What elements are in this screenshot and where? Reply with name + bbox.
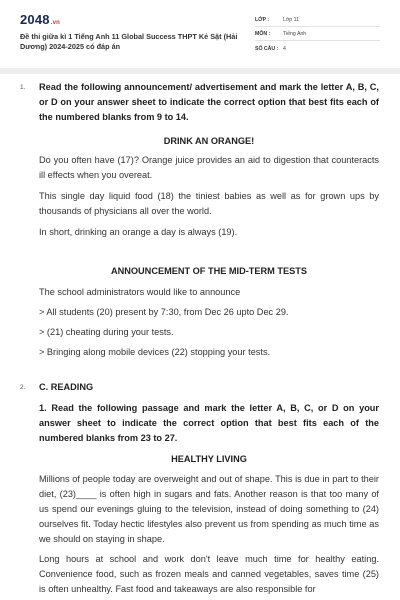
question-instruction: 1. Read the following passage and mark the letter A, B, C, or D on your answer sheet to indicate the correct option that best fits each of the numbered blanks from 23 to 27. (39, 403, 379, 443)
announcement-item: > All students (20) present by 7:30, from Dec 26 upto Dec 29. (39, 307, 289, 317)
logo-text: 2048 (20, 12, 50, 27)
class-value: Lớp 11 (283, 17, 299, 23)
ad-paragraph: In short, drinking an orange a day is always (19). (39, 227, 238, 237)
count-value: 4 (283, 46, 286, 52)
class-label: LỚP : (255, 17, 270, 23)
announcement-intro: The school administrators would like to announce (39, 287, 241, 297)
announcement-title: ANNOUNCEMENT OF THE MID-TERM TESTS (111, 266, 307, 276)
logo-suffix: .vn (50, 20, 61, 26)
exam-title: Đề thi giữa kì 1 Tiếng Anh 11 Global Success THPT Kẻ Sặt (Hải Dương) 2024-2025 có đáp án (20, 32, 238, 51)
header-divider (0, 68, 400, 74)
ad-paragraph: This single day liquid food (18) the tiniest babies as well as for grown ups by thousands of physicians all over the world. (39, 191, 379, 216)
question-number: 2. (20, 384, 26, 391)
section-heading: C. READING (39, 382, 94, 392)
subject-value: Tiếng Anh (283, 31, 307, 37)
ad-title: DRINK AN ORANGE! (163, 136, 255, 146)
count-label: SỐ CÂU : (255, 46, 279, 52)
announcement-item: > Bringing along mobile devices (22) stopping your tests. (39, 347, 271, 357)
passage-paragraph: Long hours at school and work don't leave much time for healthy eating. Convenience food, such as frozen meals and canned vegetables, saves time (25) is often unhealthy. Fast food and takeaways are also responsible for (39, 554, 379, 594)
divider-line (255, 26, 380, 27)
question-number: 1. (20, 84, 26, 91)
ad-paragraph: Do you often have (17)? Orange juice provides an aid to digestion that counteracts ill effects when you overeat. (39, 155, 379, 180)
passage-paragraph: Millions of people today are overweight and out of shape. This is due in part to their diet, (23)____ is often high in sugars and fats. Another reason is that too many of us spend our evenings gluing to the television, instead of doing something to (24) ourselves fit. Today hectic lifestyles also prevent us from spending as much time as we should on staying in shape. (39, 474, 379, 544)
subject-label: MÔN : (255, 31, 271, 37)
site-logo[interactable] (20, 12, 60, 27)
announcement-item: > (21) cheating during your tests. (39, 327, 174, 337)
divider-line (255, 40, 380, 41)
question-instruction: Read the following announcement/ advertisement and mark the letter A, B, C, or D on your answer sheet to indicate the correct option that best fits each of the numbered blanks from 9 to 14. (39, 82, 379, 122)
passage-title: HEALTHY LIVING (171, 454, 247, 464)
page-header (0, 0, 400, 68)
